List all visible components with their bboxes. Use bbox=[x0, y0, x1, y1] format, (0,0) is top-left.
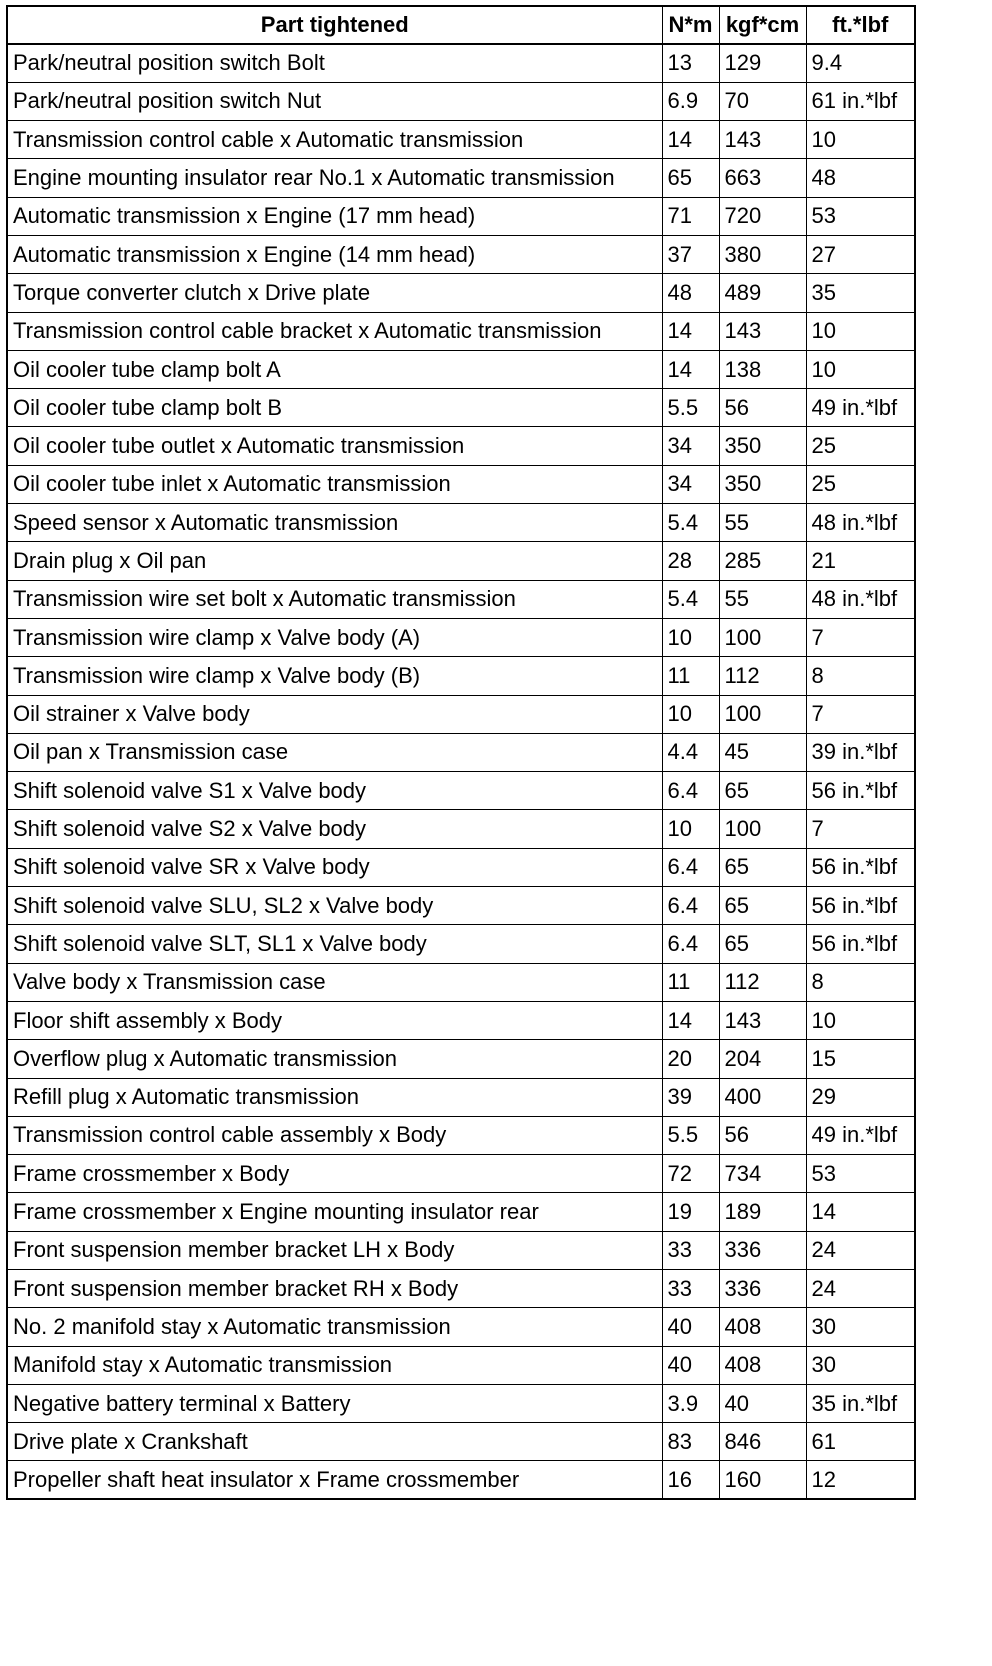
kgf-cm-cell: 380 bbox=[719, 235, 806, 273]
nm-cell: 14 bbox=[662, 350, 719, 388]
kgf-cm-cell: 112 bbox=[719, 657, 806, 695]
part-cell: Transmission wire set bolt x Automatic transmission bbox=[7, 580, 662, 618]
table-row bbox=[7, 235, 915, 273]
kgf-cm-cell: 336 bbox=[719, 1270, 806, 1308]
ft-lbf-cell: 7 bbox=[806, 810, 915, 848]
ft-lbf-cell: 39 in.*lbf bbox=[806, 733, 915, 771]
ft-lbf-cell: 49 in.*lbf bbox=[806, 1116, 915, 1154]
ft-lbf-cell: 27 bbox=[806, 235, 915, 273]
table-row bbox=[7, 1078, 915, 1116]
nm-cell: 83 bbox=[662, 1423, 719, 1461]
part-cell: Torque converter clutch x Drive plate bbox=[7, 274, 662, 312]
ft-lbf-cell: 49 in.*lbf bbox=[806, 389, 915, 427]
part-cell: Transmission wire clamp x Valve body (B) bbox=[7, 657, 662, 695]
ft-lbf-cell: 7 bbox=[806, 695, 915, 733]
nm-cell: 5.5 bbox=[662, 389, 719, 427]
kgf-cm-cell: 160 bbox=[719, 1461, 806, 1499]
table-row bbox=[7, 618, 915, 656]
ft-lbf-cell: 48 bbox=[806, 159, 915, 197]
table-row bbox=[7, 1346, 915, 1384]
nm-cell: 10 bbox=[662, 810, 719, 848]
table-row bbox=[7, 465, 915, 503]
kgf-cm-cell: 336 bbox=[719, 1231, 806, 1269]
part-cell: Oil cooler tube outlet x Automatic transmission bbox=[7, 427, 662, 465]
kgf-cm-cell: 350 bbox=[719, 427, 806, 465]
nm-cell: 6.4 bbox=[662, 887, 719, 925]
kgf-cm-cell: 65 bbox=[719, 772, 806, 810]
ft-lbf-cell: 61 bbox=[806, 1423, 915, 1461]
nm-cell: 71 bbox=[662, 197, 719, 235]
ft-lbf-cell: 10 bbox=[806, 350, 915, 388]
nm-cell: 65 bbox=[662, 159, 719, 197]
table-row bbox=[7, 733, 915, 771]
table-body bbox=[7, 44, 915, 1499]
ft-lbf-cell: 24 bbox=[806, 1270, 915, 1308]
part-cell: Drain plug x Oil pan bbox=[7, 542, 662, 580]
kgf-cm-cell: 143 bbox=[719, 121, 806, 159]
part-cell: Valve body x Transmission case bbox=[7, 963, 662, 1001]
table-row bbox=[7, 44, 915, 82]
table-row bbox=[7, 1308, 915, 1346]
kgf-cm-cell: 734 bbox=[719, 1155, 806, 1193]
table-row bbox=[7, 1193, 915, 1231]
nm-cell: 11 bbox=[662, 657, 719, 695]
table-row bbox=[7, 657, 915, 695]
table-row bbox=[7, 542, 915, 580]
ft-lbf-cell: 48 in.*lbf bbox=[806, 580, 915, 618]
table-row bbox=[7, 1270, 915, 1308]
kgf-cm-cell: 489 bbox=[719, 274, 806, 312]
kgf-cm-cell: 100 bbox=[719, 618, 806, 656]
part-cell: Floor shift assembly x Body bbox=[7, 1001, 662, 1039]
kgf-cm-cell: 112 bbox=[719, 963, 806, 1001]
part-cell: No. 2 manifold stay x Automatic transmission bbox=[7, 1308, 662, 1346]
ft-lbf-cell: 25 bbox=[806, 427, 915, 465]
table-row bbox=[7, 695, 915, 733]
table-row bbox=[7, 1461, 915, 1499]
ft-lbf-cell: 12 bbox=[806, 1461, 915, 1499]
header-ft-lbf: ft.*lbf bbox=[806, 6, 915, 44]
part-cell: Automatic transmission x Engine (17 mm head) bbox=[7, 197, 662, 235]
kgf-cm-cell: 400 bbox=[719, 1078, 806, 1116]
ft-lbf-cell: 9.4 bbox=[806, 44, 915, 82]
kgf-cm-cell: 45 bbox=[719, 733, 806, 771]
ft-lbf-cell: 61 in.*lbf bbox=[806, 82, 915, 120]
part-cell: Front suspension member bracket RH x Body bbox=[7, 1270, 662, 1308]
nm-cell: 40 bbox=[662, 1346, 719, 1384]
kgf-cm-cell: 143 bbox=[719, 312, 806, 350]
nm-cell: 14 bbox=[662, 312, 719, 350]
table-row bbox=[7, 925, 915, 963]
kgf-cm-cell: 350 bbox=[719, 465, 806, 503]
nm-cell: 33 bbox=[662, 1270, 719, 1308]
part-cell: Oil strainer x Valve body bbox=[7, 695, 662, 733]
nm-cell: 3.9 bbox=[662, 1384, 719, 1422]
nm-cell: 34 bbox=[662, 465, 719, 503]
nm-cell: 10 bbox=[662, 618, 719, 656]
nm-cell: 40 bbox=[662, 1308, 719, 1346]
nm-cell: 72 bbox=[662, 1155, 719, 1193]
table-row bbox=[7, 427, 915, 465]
nm-cell: 37 bbox=[662, 235, 719, 273]
nm-cell: 6.4 bbox=[662, 772, 719, 810]
part-cell: Transmission control cable x Automatic transmission bbox=[7, 121, 662, 159]
part-cell: Transmission control cable bracket x Automatic transmission bbox=[7, 312, 662, 350]
table-row bbox=[7, 197, 915, 235]
part-cell: Frame crossmember x Engine mounting insulator rear bbox=[7, 1193, 662, 1231]
part-cell: Shift solenoid valve SR x Valve body bbox=[7, 848, 662, 886]
part-cell: Frame crossmember x Body bbox=[7, 1155, 662, 1193]
nm-cell: 14 bbox=[662, 1001, 719, 1039]
nm-cell: 34 bbox=[662, 427, 719, 465]
part-cell: Automatic transmission x Engine (14 mm head) bbox=[7, 235, 662, 273]
table-row bbox=[7, 274, 915, 312]
nm-cell: 5.4 bbox=[662, 504, 719, 542]
part-cell: Oil cooler tube clamp bolt B bbox=[7, 389, 662, 427]
ft-lbf-cell: 30 bbox=[806, 1346, 915, 1384]
part-cell: Front suspension member bracket LH x Body bbox=[7, 1231, 662, 1269]
ft-lbf-cell: 10 bbox=[806, 1001, 915, 1039]
part-cell: Drive plate x Crankshaft bbox=[7, 1423, 662, 1461]
ft-lbf-cell: 30 bbox=[806, 1308, 915, 1346]
ft-lbf-cell: 56 in.*lbf bbox=[806, 887, 915, 925]
ft-lbf-cell: 56 in.*lbf bbox=[806, 772, 915, 810]
nm-cell: 6.4 bbox=[662, 925, 719, 963]
table-row bbox=[7, 121, 915, 159]
ft-lbf-cell: 53 bbox=[806, 197, 915, 235]
nm-cell: 11 bbox=[662, 963, 719, 1001]
kgf-cm-cell: 204 bbox=[719, 1040, 806, 1078]
part-cell: Negative battery terminal x Battery bbox=[7, 1384, 662, 1422]
header-part-tightened: Part tightened bbox=[7, 6, 662, 44]
kgf-cm-cell: 100 bbox=[719, 810, 806, 848]
part-cell: Transmission wire clamp x Valve body (A) bbox=[7, 618, 662, 656]
kgf-cm-cell: 100 bbox=[719, 695, 806, 733]
ft-lbf-cell: 8 bbox=[806, 963, 915, 1001]
table-row bbox=[7, 1231, 915, 1269]
ft-lbf-cell: 7 bbox=[806, 618, 915, 656]
table-row bbox=[7, 1001, 915, 1039]
header-kgf-cm: kgf*cm bbox=[719, 6, 806, 44]
nm-cell: 20 bbox=[662, 1040, 719, 1078]
table-row bbox=[7, 848, 915, 886]
table-row bbox=[7, 82, 915, 120]
nm-cell: 6.9 bbox=[662, 82, 719, 120]
part-cell: Oil cooler tube inlet x Automatic transmission bbox=[7, 465, 662, 503]
kgf-cm-cell: 70 bbox=[719, 82, 806, 120]
table-row bbox=[7, 159, 915, 197]
kgf-cm-cell: 65 bbox=[719, 848, 806, 886]
table-row bbox=[7, 772, 915, 810]
kgf-cm-cell: 663 bbox=[719, 159, 806, 197]
kgf-cm-cell: 143 bbox=[719, 1001, 806, 1039]
table-row bbox=[7, 350, 915, 388]
kgf-cm-cell: 408 bbox=[719, 1346, 806, 1384]
table-row bbox=[7, 1384, 915, 1422]
kgf-cm-cell: 65 bbox=[719, 887, 806, 925]
table-row bbox=[7, 810, 915, 848]
ft-lbf-cell: 48 in.*lbf bbox=[806, 504, 915, 542]
part-cell: Propeller shaft heat insulator x Frame crossmember bbox=[7, 1461, 662, 1499]
nm-cell: 13 bbox=[662, 44, 719, 82]
part-cell: Shift solenoid valve S1 x Valve body bbox=[7, 772, 662, 810]
ft-lbf-cell: 14 bbox=[806, 1193, 915, 1231]
kgf-cm-cell: 408 bbox=[719, 1308, 806, 1346]
nm-cell: 19 bbox=[662, 1193, 719, 1231]
ft-lbf-cell: 10 bbox=[806, 121, 915, 159]
kgf-cm-cell: 720 bbox=[719, 197, 806, 235]
part-cell: Oil pan x Transmission case bbox=[7, 733, 662, 771]
nm-cell: 28 bbox=[662, 542, 719, 580]
nm-cell: 4.4 bbox=[662, 733, 719, 771]
table-row bbox=[7, 504, 915, 542]
kgf-cm-cell: 189 bbox=[719, 1193, 806, 1231]
nm-cell: 33 bbox=[662, 1231, 719, 1269]
table-row bbox=[7, 389, 915, 427]
kgf-cm-cell: 56 bbox=[719, 1116, 806, 1154]
kgf-cm-cell: 56 bbox=[719, 389, 806, 427]
kgf-cm-cell: 285 bbox=[719, 542, 806, 580]
part-cell: Engine mounting insulator rear No.1 x Automatic transmission bbox=[7, 159, 662, 197]
part-cell: Overflow plug x Automatic transmission bbox=[7, 1040, 662, 1078]
table-row bbox=[7, 963, 915, 1001]
part-cell: Oil cooler tube clamp bolt A bbox=[7, 350, 662, 388]
ft-lbf-cell: 15 bbox=[806, 1040, 915, 1078]
kgf-cm-cell: 40 bbox=[719, 1384, 806, 1422]
kgf-cm-cell: 138 bbox=[719, 350, 806, 388]
ft-lbf-cell: 21 bbox=[806, 542, 915, 580]
part-cell: Shift solenoid valve S2 x Valve body bbox=[7, 810, 662, 848]
nm-cell: 5.4 bbox=[662, 580, 719, 618]
nm-cell: 10 bbox=[662, 695, 719, 733]
nm-cell: 6.4 bbox=[662, 848, 719, 886]
part-cell: Speed sensor x Automatic transmission bbox=[7, 504, 662, 542]
table-row bbox=[7, 1423, 915, 1461]
part-cell: Shift solenoid valve SLT, SL1 x Valve body bbox=[7, 925, 662, 963]
header-row bbox=[7, 6, 915, 44]
torque-specification-table bbox=[6, 5, 916, 1500]
table-row bbox=[7, 1040, 915, 1078]
nm-cell: 5.5 bbox=[662, 1116, 719, 1154]
table-row bbox=[7, 580, 915, 618]
table-row bbox=[7, 1116, 915, 1154]
part-cell: Refill plug x Automatic transmission bbox=[7, 1078, 662, 1116]
part-cell: Park/neutral position switch Bolt bbox=[7, 44, 662, 82]
table-row bbox=[7, 887, 915, 925]
kgf-cm-cell: 55 bbox=[719, 580, 806, 618]
ft-lbf-cell: 10 bbox=[806, 312, 915, 350]
ft-lbf-cell: 8 bbox=[806, 657, 915, 695]
table-row bbox=[7, 1155, 915, 1193]
nm-cell: 39 bbox=[662, 1078, 719, 1116]
ft-lbf-cell: 56 in.*lbf bbox=[806, 925, 915, 963]
kgf-cm-cell: 65 bbox=[719, 925, 806, 963]
ft-lbf-cell: 35 in.*lbf bbox=[806, 1384, 915, 1422]
kgf-cm-cell: 846 bbox=[719, 1423, 806, 1461]
kgf-cm-cell: 55 bbox=[719, 504, 806, 542]
part-cell: Transmission control cable assembly x Body bbox=[7, 1116, 662, 1154]
ft-lbf-cell: 29 bbox=[806, 1078, 915, 1116]
nm-cell: 14 bbox=[662, 121, 719, 159]
kgf-cm-cell: 129 bbox=[719, 44, 806, 82]
nm-cell: 48 bbox=[662, 274, 719, 312]
header-newton-meter: N*m bbox=[662, 6, 719, 44]
part-cell: Manifold stay x Automatic transmission bbox=[7, 1346, 662, 1384]
nm-cell: 16 bbox=[662, 1461, 719, 1499]
ft-lbf-cell: 53 bbox=[806, 1155, 915, 1193]
ft-lbf-cell: 24 bbox=[806, 1231, 915, 1269]
table-row bbox=[7, 312, 915, 350]
ft-lbf-cell: 56 in.*lbf bbox=[806, 848, 915, 886]
part-cell: Shift solenoid valve SLU, SL2 x Valve body bbox=[7, 887, 662, 925]
ft-lbf-cell: 35 bbox=[806, 274, 915, 312]
part-cell: Park/neutral position switch Nut bbox=[7, 82, 662, 120]
ft-lbf-cell: 25 bbox=[806, 465, 915, 503]
